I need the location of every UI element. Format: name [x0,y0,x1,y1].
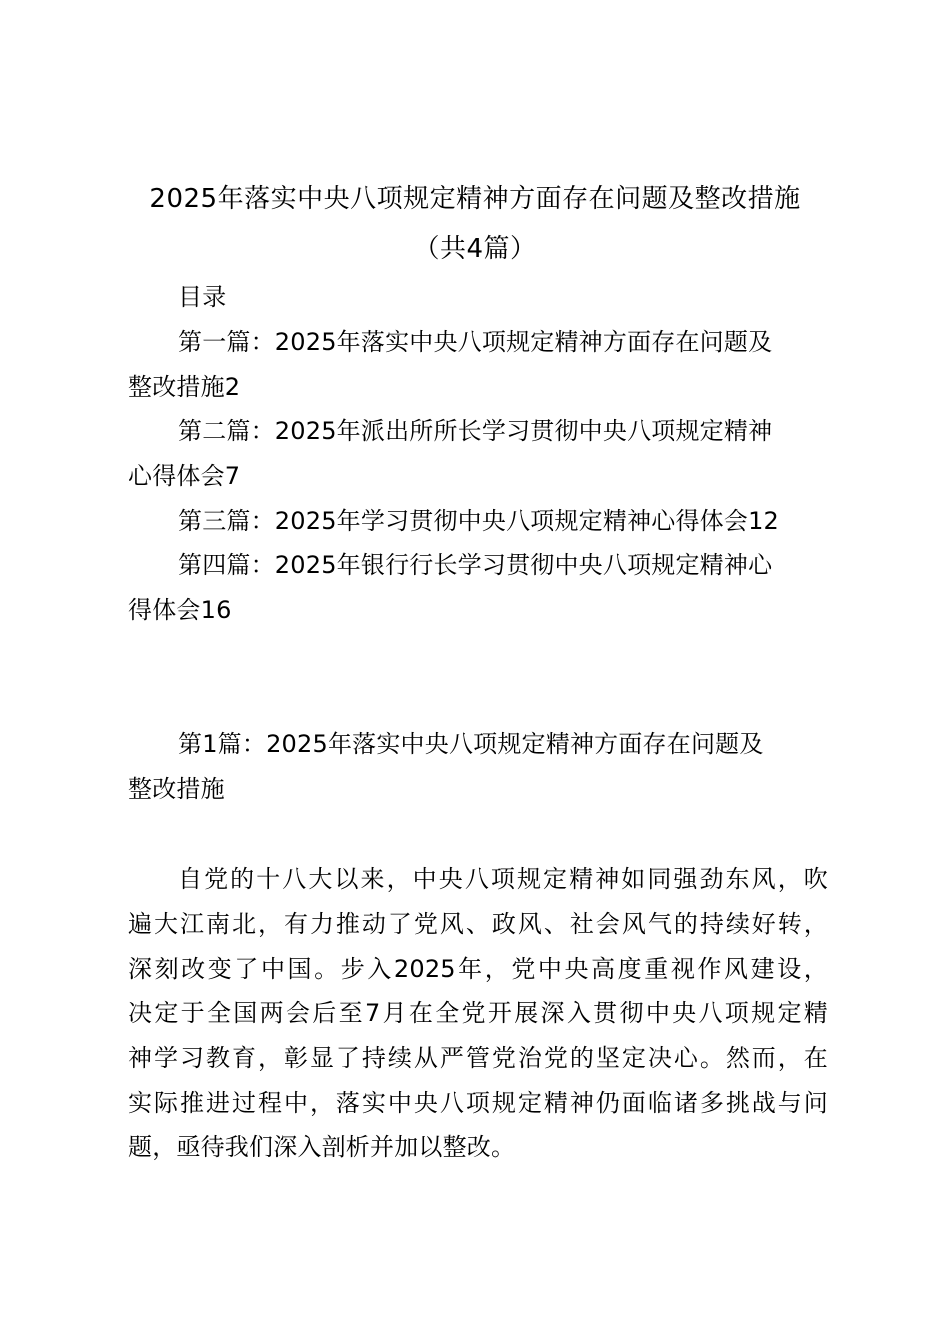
toc-item-4-line1: 第四篇：2025年银行行长学习贯彻中央八项规定精神心 [178,551,773,579]
document-subtitle: （共4篇） [413,234,537,264]
toc-item-2-line2: 心得体会7 [128,462,241,490]
paragraph-line-6: 实际推进过程中，落实中央八项规定精神仍面临诸多挑战与问 [128,1089,828,1117]
paragraph-line-5: 神学习教育，彰显了持续从严管党治党的坚定决心。然而，在 [128,1044,828,1072]
toc-item-3-line1: 第三篇：2025年学习贯彻中央八项规定精神心得体会12 [178,507,780,535]
document-title: 2025年落实中央八项规定精神方面存在问题及整改措施 [149,184,801,214]
toc-heading: 目录 [178,283,227,311]
toc-item-1-line2: 整改措施2 [128,373,241,401]
paragraph-line-1: 自党的十八大以来，中央八项规定精神如同强劲东风，吹 [178,865,828,893]
toc-item-2-line1: 第二篇：2025年派出所所长学习贯彻中央八项规定精神 [178,417,773,445]
section-heading-line1: 第1篇：2025年落实中央八项规定精神方面存在问题及 [178,730,764,758]
paragraph-line-3: 深刻改变了中国。步入2025年，党中央高度重视作风建设， [128,955,828,983]
paragraph-line-2: 遍大江南北，有力推动了党风、政风、社会风气的持续好转， [128,910,828,938]
section-heading-line2: 整改措施 [128,775,225,803]
paragraph-line-4: 决定于全国两会后至7月在全党开展深入贯彻中央八项规定精 [128,999,828,1027]
toc-item-4-line2: 得体会16 [128,596,232,624]
paragraph-line-7: 题，亟待我们深入剖析并加以整改。 [128,1133,516,1161]
toc-item-1-line1: 第一篇：2025年落实中央八项规定精神方面存在问题及 [178,328,773,356]
